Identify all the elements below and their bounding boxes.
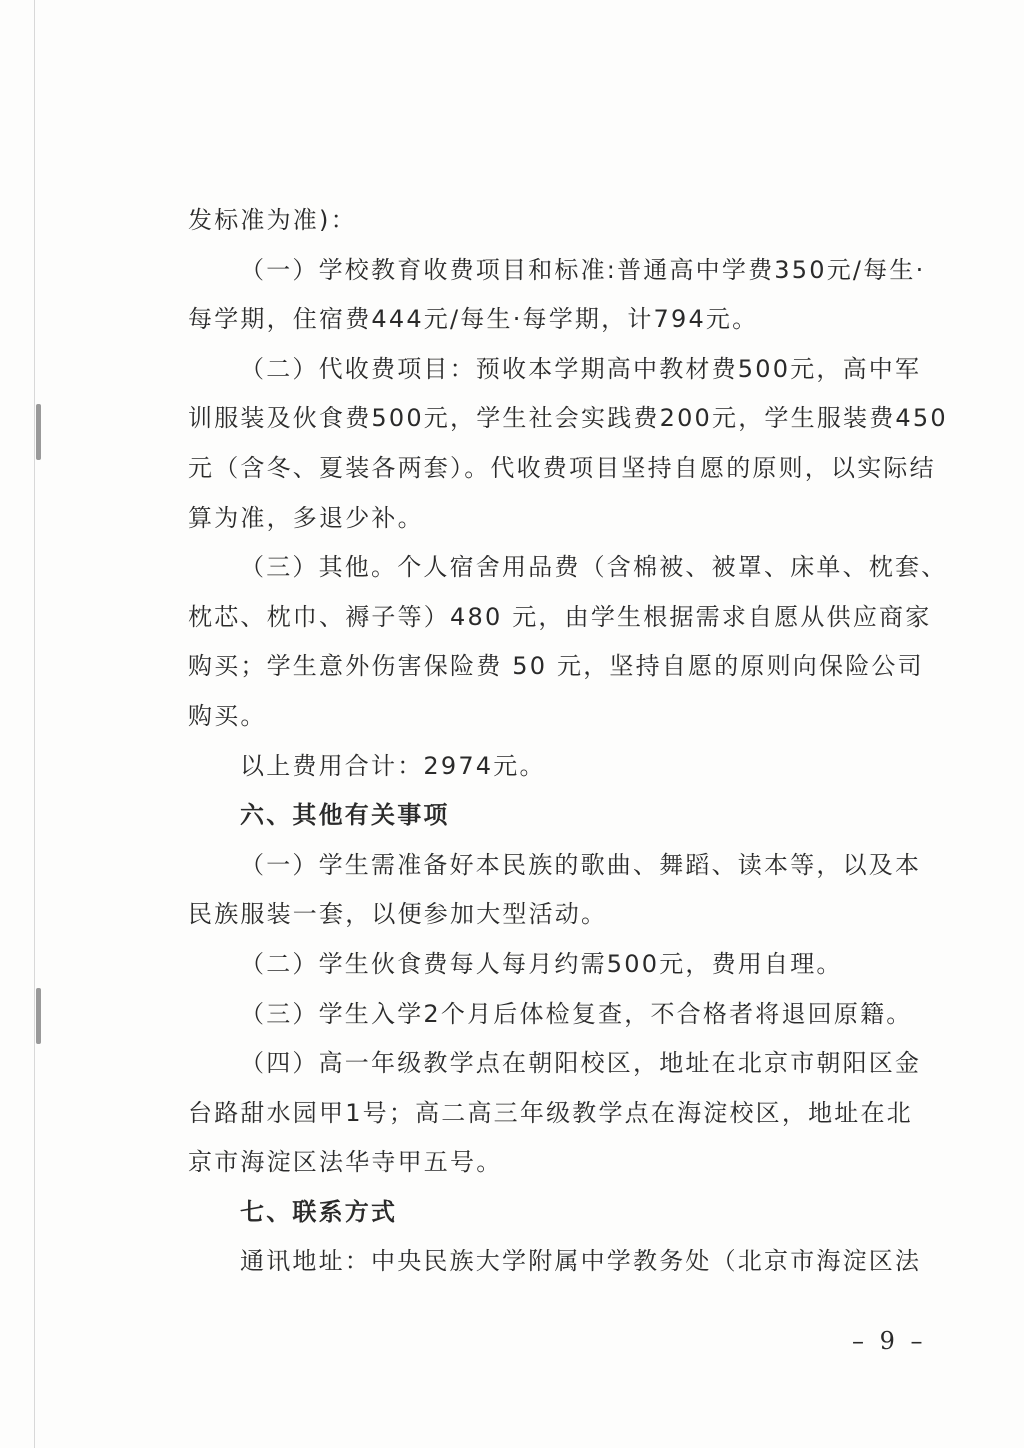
text-line: 购买。 [188, 701, 267, 730]
text-line: 京市海淀区法华寺甲五号。 [188, 1148, 503, 1177]
text-line: 每学期，住宿费444元/每生·每学期，计794元。 [188, 305, 759, 334]
staple-mark-bottom [36, 988, 41, 1044]
text-line: 台路甜水园甲1号；高二高三年级教学点在海淀校区，地址在北 [188, 1098, 913, 1127]
text-line: 发标准为准)： [188, 206, 357, 234]
text-line: 元（含冬、夏装各两套）。代收费项目坚持自愿的原则，以实际结 [188, 453, 936, 482]
section-heading: 六、其他有关事项 [240, 801, 450, 830]
text-line: （二）学生伙食费每人每月约需500元，费用自理。 [240, 949, 843, 978]
text-line: （一）学生需准备好本民族的歌曲、舞蹈、读本等，以及本 [240, 850, 922, 879]
text-line: 算为准，多退少补。 [188, 503, 424, 532]
text-line: 枕芯、枕巾、褥子等）480 元，由学生根据需求自愿从供应商家 [188, 602, 932, 631]
text-line: 民族服装一套，以便参加大型活动。 [188, 900, 608, 929]
text-line: 购买；学生意外伤害保险费 50 元，坚持自愿的原则向保险公司 [188, 652, 924, 681]
page-edge-shadow [34, 0, 35, 1448]
text-line: （三）学生入学2个月后体检复查，不合格者将退回原籍。 [240, 999, 913, 1028]
text-line: （一）学校教育收费项目和标准:普通高中学费350元/每生· [240, 255, 926, 284]
document-body [188, 196, 948, 1287]
text-line: 以上费用合计：2974元。 [240, 751, 546, 780]
text-line: （四）高一年级教学点在朝阳校区，地址在北京市朝阳区金 [240, 1049, 922, 1078]
text-line: 训服装及伙食费500元，学生社会实践费200元，学生服装费450 [188, 404, 948, 433]
text-line: 通讯地址：中央民族大学附属中学教务处（北京市海淀区法 [240, 1247, 922, 1276]
text-line: （二）代收费项目：预收本学期高中教材费500元，高中军 [240, 354, 922, 383]
text-line: （三）其他。个人宿舍用品费（含棉被、被罩、床单、枕套、 [240, 553, 948, 582]
section-heading: 七、联系方式 [240, 1197, 398, 1226]
staple-mark-top [36, 404, 41, 460]
page-number: – 9 – [852, 1327, 927, 1355]
